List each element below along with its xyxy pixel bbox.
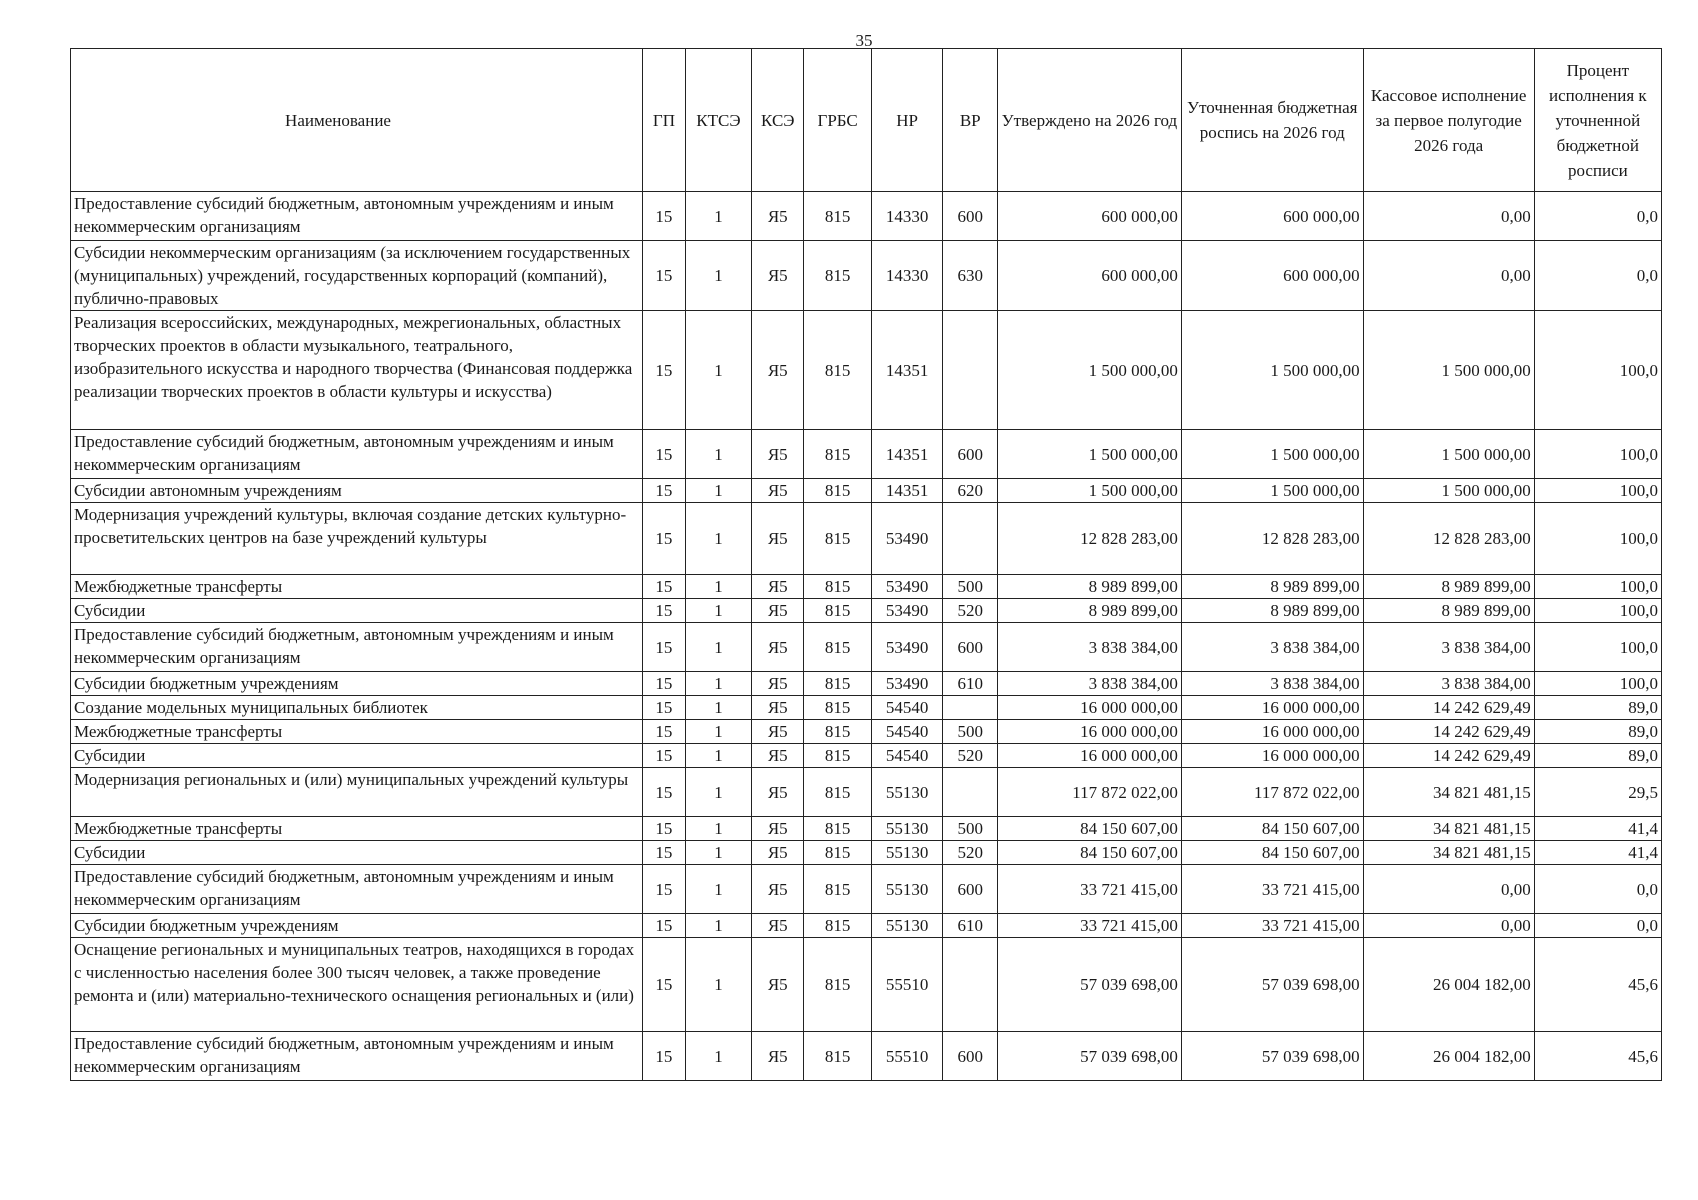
cell-ktse: 1 [685,914,751,938]
cell-nr: 55130 [871,865,943,914]
header-vr: ВР [943,49,998,192]
cell-gp: 15 [643,575,686,599]
cell-ktse: 1 [685,192,751,241]
cell-grbs: 815 [804,599,871,623]
cell-percent: 89,0 [1534,720,1661,744]
cell-vr: 600 [943,623,998,672]
cell-nr: 55510 [871,1032,943,1081]
cell-ktse: 1 [685,430,751,479]
row-name-cell [71,479,643,503]
cell-vr: 610 [943,672,998,696]
table-row [71,192,1662,241]
cell-approved: 16 000 000,00 [997,720,1181,744]
cell-vr: 620 [943,479,998,503]
cell-percent: 0,0 [1534,192,1661,241]
cell-nr: 14351 [871,311,943,430]
cell-grbs: 815 [804,192,871,241]
cell-kse: Я5 [752,311,804,430]
cell-gp: 15 [643,241,686,311]
header-name: Наименование [71,49,643,192]
cell-percent: 0,0 [1534,241,1661,311]
cell-approved: 16 000 000,00 [997,744,1181,768]
cell-ktse: 1 [685,599,751,623]
cell-gp: 15 [643,865,686,914]
cell-refined: 600 000,00 [1181,192,1363,241]
cell-refined: 16 000 000,00 [1181,720,1363,744]
page-number: 35 [855,31,873,50]
cell-refined: 600 000,00 [1181,241,1363,311]
cell-refined: 117 872 022,00 [1181,768,1363,817]
header-approved: Утверждено на 2026 год [997,49,1181,192]
cell-kse: Я5 [752,575,804,599]
cell-nr: 14330 [871,192,943,241]
cell-percent: 41,4 [1534,841,1661,865]
cell-gp: 15 [643,503,686,575]
cell-vr [943,938,998,1032]
cell-vr: 600 [943,1032,998,1081]
cell-approved: 1 500 000,00 [997,430,1181,479]
cell-ktse: 1 [685,575,751,599]
cell-refined: 8 989 899,00 [1181,575,1363,599]
cell-grbs: 815 [804,914,871,938]
cell-kse: Я5 [752,192,804,241]
cell-gp: 15 [643,192,686,241]
row-name-cell [71,430,643,479]
cell-refined: 8 989 899,00 [1181,599,1363,623]
row-name-cell [71,865,643,914]
row-name: Модернизация учреждений культуры, включая создание детских культурно-просветительских центров на базе учреждений культуры [74,505,627,547]
cell-nr: 53490 [871,623,943,672]
cell-nr: 14351 [871,430,943,479]
cell-vr [943,311,998,430]
row-name-cell [71,672,643,696]
cell-ktse: 1 [685,696,751,720]
table-row [71,241,1662,311]
cell-gp: 15 [643,430,686,479]
table-row [71,672,1662,696]
cell-percent: 100,0 [1534,623,1661,672]
cell-approved: 16 000 000,00 [997,696,1181,720]
row-name: Субсидии [74,601,146,620]
table-row [71,768,1662,817]
cell-nr: 55130 [871,841,943,865]
cell-grbs: 815 [804,744,871,768]
cell-kse: Я5 [752,914,804,938]
cell-percent: 100,0 [1534,479,1661,503]
row-name: Предоставление субсидий бюджетным, автономным учреждениям и иным некоммерческим организациям [74,867,614,909]
cell-percent: 0,0 [1534,914,1661,938]
cell-grbs: 815 [804,938,871,1032]
row-name-cell [71,311,643,430]
cell-ktse: 1 [685,817,751,841]
cell-nr: 53490 [871,599,943,623]
cell-refined: 1 500 000,00 [1181,311,1363,430]
cell-nr: 55130 [871,817,943,841]
cell-nr: 55510 [871,938,943,1032]
row-name: Предоставление субсидий бюджетным, автономным учреждениям и иным некоммерческим организациям [74,625,614,667]
cell-vr: 600 [943,865,998,914]
cell-vr: 600 [943,430,998,479]
cell-refined: 16 000 000,00 [1181,744,1363,768]
header-gp: ГП [643,49,686,192]
cell-kse: Я5 [752,696,804,720]
row-name: Субсидии [74,746,146,765]
cell-kse: Я5 [752,865,804,914]
cell-ktse: 1 [685,768,751,817]
cell-nr: 53490 [871,575,943,599]
cell-grbs: 815 [804,865,871,914]
cell-nr: 55130 [871,914,943,938]
cell-kse: Я5 [752,479,804,503]
table-row [71,430,1662,479]
row-name-cell [71,241,643,311]
cell-gp: 15 [643,311,686,430]
cell-vr: 500 [943,817,998,841]
cell-refined: 33 721 415,00 [1181,865,1363,914]
cell-kse: Я5 [752,672,804,696]
cell-cash: 0,00 [1363,865,1534,914]
cell-vr [943,696,998,720]
cell-gp: 15 [643,914,686,938]
row-name: Субсидии [74,843,146,862]
cell-percent: 100,0 [1534,672,1661,696]
cell-kse: Я5 [752,430,804,479]
cell-cash: 12 828 283,00 [1363,503,1534,575]
table-row [71,311,1662,430]
cell-gp: 15 [643,623,686,672]
header-kse: КСЭ [752,49,804,192]
cell-vr: 500 [943,575,998,599]
cell-grbs: 815 [804,720,871,744]
cell-gp: 15 [643,720,686,744]
row-name: Межбюджетные трансферты [74,722,283,741]
cell-grbs: 815 [804,768,871,817]
cell-ktse: 1 [685,720,751,744]
row-name: Межбюджетные трансферты [74,577,283,596]
cell-kse: Я5 [752,503,804,575]
cell-ktse: 1 [685,1032,751,1081]
cell-approved: 33 721 415,00 [997,914,1181,938]
table-row [71,599,1662,623]
row-name: Субсидии бюджетным учреждениям [74,916,339,935]
cell-kse: Я5 [752,599,804,623]
cell-cash: 3 838 384,00 [1363,623,1534,672]
cell-refined: 16 000 000,00 [1181,696,1363,720]
cell-approved: 8 989 899,00 [997,599,1181,623]
row-name-cell [71,575,643,599]
cell-grbs: 815 [804,503,871,575]
cell-percent: 100,0 [1534,311,1661,430]
header-refined: Уточненная бюджетная роспись на 2026 год [1181,49,1363,192]
cell-grbs: 815 [804,672,871,696]
cell-percent: 100,0 [1534,575,1661,599]
cell-refined: 33 721 415,00 [1181,914,1363,938]
table-row [71,720,1662,744]
cell-refined: 57 039 698,00 [1181,1032,1363,1081]
cell-nr: 54540 [871,696,943,720]
cell-cash: 8 989 899,00 [1363,575,1534,599]
cell-nr: 54540 [871,744,943,768]
cell-ktse: 1 [685,241,751,311]
table-row [71,865,1662,914]
cell-grbs: 815 [804,241,871,311]
cell-kse: Я5 [752,241,804,311]
table-row [71,817,1662,841]
table-row [71,575,1662,599]
cell-percent: 89,0 [1534,696,1661,720]
cell-grbs: 815 [804,430,871,479]
header-cash: Кассовое исполнение за первое полугодие 2026 года [1363,49,1534,192]
cell-refined: 84 150 607,00 [1181,841,1363,865]
cell-cash: 0,00 [1363,192,1534,241]
cell-vr [943,503,998,575]
row-name-cell [71,623,643,672]
cell-cash: 34 821 481,15 [1363,768,1534,817]
cell-ktse: 1 [685,865,751,914]
cell-ktse: 1 [685,503,751,575]
cell-cash: 1 500 000,00 [1363,430,1534,479]
table-row [71,479,1662,503]
cell-gp: 15 [643,479,686,503]
cell-kse: Я5 [752,841,804,865]
budget-table [70,48,1662,1081]
row-name: Субсидии автономным учреждениям [74,481,342,500]
cell-ktse: 1 [685,744,751,768]
cell-grbs: 815 [804,696,871,720]
row-name: Предоставление субсидий бюджетным, автономным учреждениям и иным некоммерческим организациям [74,432,614,474]
row-name: Создание модельных муниципальных библиотек [74,698,428,717]
cell-approved: 12 828 283,00 [997,503,1181,575]
cell-approved: 84 150 607,00 [997,841,1181,865]
cell-nr: 53490 [871,672,943,696]
cell-percent: 100,0 [1534,599,1661,623]
cell-grbs: 815 [804,1032,871,1081]
cell-grbs: 815 [804,623,871,672]
row-name-cell [71,914,643,938]
cell-approved: 1 500 000,00 [997,479,1181,503]
cell-kse: Я5 [752,744,804,768]
cell-grbs: 815 [804,817,871,841]
cell-percent: 45,6 [1534,1032,1661,1081]
table-header-row [71,49,1662,192]
cell-kse: Я5 [752,623,804,672]
row-name: Субсидии бюджетным учреждениям [74,674,339,693]
cell-percent: 100,0 [1534,503,1661,575]
cell-grbs: 815 [804,479,871,503]
cell-ktse: 1 [685,311,751,430]
header-percent: Процент исполнения к уточненной бюджетной росписи [1534,49,1661,192]
cell-percent: 89,0 [1534,744,1661,768]
cell-refined: 12 828 283,00 [1181,503,1363,575]
cell-gp: 15 [643,1032,686,1081]
cell-cash: 0,00 [1363,241,1534,311]
cell-nr: 54540 [871,720,943,744]
header-grbs: ГРБС [804,49,871,192]
cell-grbs: 815 [804,575,871,599]
cell-ktse: 1 [685,479,751,503]
cell-nr: 14351 [871,479,943,503]
cell-nr: 55130 [871,768,943,817]
cell-vr: 500 [943,720,998,744]
cell-vr [943,768,998,817]
cell-vr: 600 [943,192,998,241]
cell-gp: 15 [643,768,686,817]
table-row [71,1032,1662,1081]
cell-cash: 14 242 629,49 [1363,696,1534,720]
cell-gp: 15 [643,841,686,865]
cell-cash: 8 989 899,00 [1363,599,1534,623]
table-row [71,841,1662,865]
row-name-cell [71,720,643,744]
cell-vr: 520 [943,841,998,865]
cell-approved: 600 000,00 [997,192,1181,241]
cell-cash: 26 004 182,00 [1363,1032,1534,1081]
cell-percent: 0,0 [1534,865,1661,914]
row-name-cell [71,938,643,1032]
cell-grbs: 815 [804,841,871,865]
row-name-cell [71,817,643,841]
cell-cash: 14 242 629,49 [1363,720,1534,744]
table-row [71,744,1662,768]
header-ktse: КТСЭ [685,49,751,192]
cell-kse: Я5 [752,720,804,744]
cell-vr: 520 [943,744,998,768]
cell-vr: 520 [943,599,998,623]
row-name-cell [71,841,643,865]
cell-refined: 3 838 384,00 [1181,672,1363,696]
row-name-cell [71,1032,643,1081]
cell-nr: 14330 [871,241,943,311]
cell-kse: Я5 [752,938,804,1032]
cell-ktse: 1 [685,623,751,672]
cell-kse: Я5 [752,1032,804,1081]
cell-gp: 15 [643,696,686,720]
cell-cash: 14 242 629,49 [1363,744,1534,768]
cell-cash: 1 500 000,00 [1363,311,1534,430]
cell-percent: 100,0 [1534,430,1661,479]
cell-cash: 0,00 [1363,914,1534,938]
row-name: Оснащение региональных и муниципальных театров, находящихся в городах с численностью населения более 300 тысяч человек, а также проведение ремонта и (или) материально-технического оснащения региональных и (или) [74,940,635,1005]
cell-approved: 3 838 384,00 [997,672,1181,696]
cell-vr: 610 [943,914,998,938]
cell-gp: 15 [643,744,686,768]
cell-refined: 1 500 000,00 [1181,430,1363,479]
row-name: Предоставление субсидий бюджетным, автономным учреждениям и иным некоммерческим организациям [74,194,614,236]
cell-refined: 57 039 698,00 [1181,938,1363,1032]
cell-approved: 57 039 698,00 [997,938,1181,1032]
cell-ktse: 1 [685,841,751,865]
cell-gp: 15 [643,817,686,841]
cell-approved: 117 872 022,00 [997,768,1181,817]
cell-ktse: 1 [685,938,751,1032]
cell-cash: 1 500 000,00 [1363,479,1534,503]
cell-cash: 34 821 481,15 [1363,817,1534,841]
cell-vr: 630 [943,241,998,311]
cell-approved: 84 150 607,00 [997,817,1181,841]
cell-gp: 15 [643,938,686,1032]
cell-kse: Я5 [752,817,804,841]
cell-refined: 84 150 607,00 [1181,817,1363,841]
table-row [71,696,1662,720]
cell-approved: 1 500 000,00 [997,311,1181,430]
cell-ktse: 1 [685,672,751,696]
cell-gp: 15 [643,599,686,623]
table-row [71,938,1662,1032]
row-name-cell [71,192,643,241]
cell-percent: 41,4 [1534,817,1661,841]
cell-approved: 600 000,00 [997,241,1181,311]
row-name: Межбюджетные трансферты [74,819,283,838]
row-name: Модернизация региональных и (или) муниципальных учреждений культуры [74,770,629,789]
cell-grbs: 815 [804,311,871,430]
cell-percent: 29,5 [1534,768,1661,817]
cell-cash: 26 004 182,00 [1363,938,1534,1032]
row-name-cell [71,503,643,575]
table-row [71,503,1662,575]
row-name-cell [71,768,643,817]
table-row [71,914,1662,938]
cell-approved: 33 721 415,00 [997,865,1181,914]
row-name: Субсидии некоммерческим организациям (за исключением государственных (муниципальных) учреждений, государственных корпораций (компаний), публично-правовых [74,243,631,308]
cell-refined: 1 500 000,00 [1181,479,1363,503]
row-name: Предоставление субсидий бюджетным, автономным учреждениям и иным некоммерческим организациям [74,1034,614,1076]
cell-kse: Я5 [752,768,804,817]
row-name: Реализация всероссийских, международных, межрегиональных, областных творческих проектов в области музыкального, театрального, изобразительного искусства и народного творчества (Финансовая поддержка реализации творческих проектов в области культуры и искусства) [74,313,633,401]
row-name-cell [71,696,643,720]
cell-approved: 8 989 899,00 [997,575,1181,599]
row-name-cell [71,744,643,768]
table-row [71,623,1662,672]
header-nr: НР [871,49,943,192]
cell-cash: 3 838 384,00 [1363,672,1534,696]
cell-cash: 34 821 481,15 [1363,841,1534,865]
cell-percent: 45,6 [1534,938,1661,1032]
cell-refined: 3 838 384,00 [1181,623,1363,672]
cell-approved: 3 838 384,00 [997,623,1181,672]
row-name-cell [71,599,643,623]
cell-approved: 57 039 698,00 [997,1032,1181,1081]
cell-nr: 53490 [871,503,943,575]
cell-gp: 15 [643,672,686,696]
